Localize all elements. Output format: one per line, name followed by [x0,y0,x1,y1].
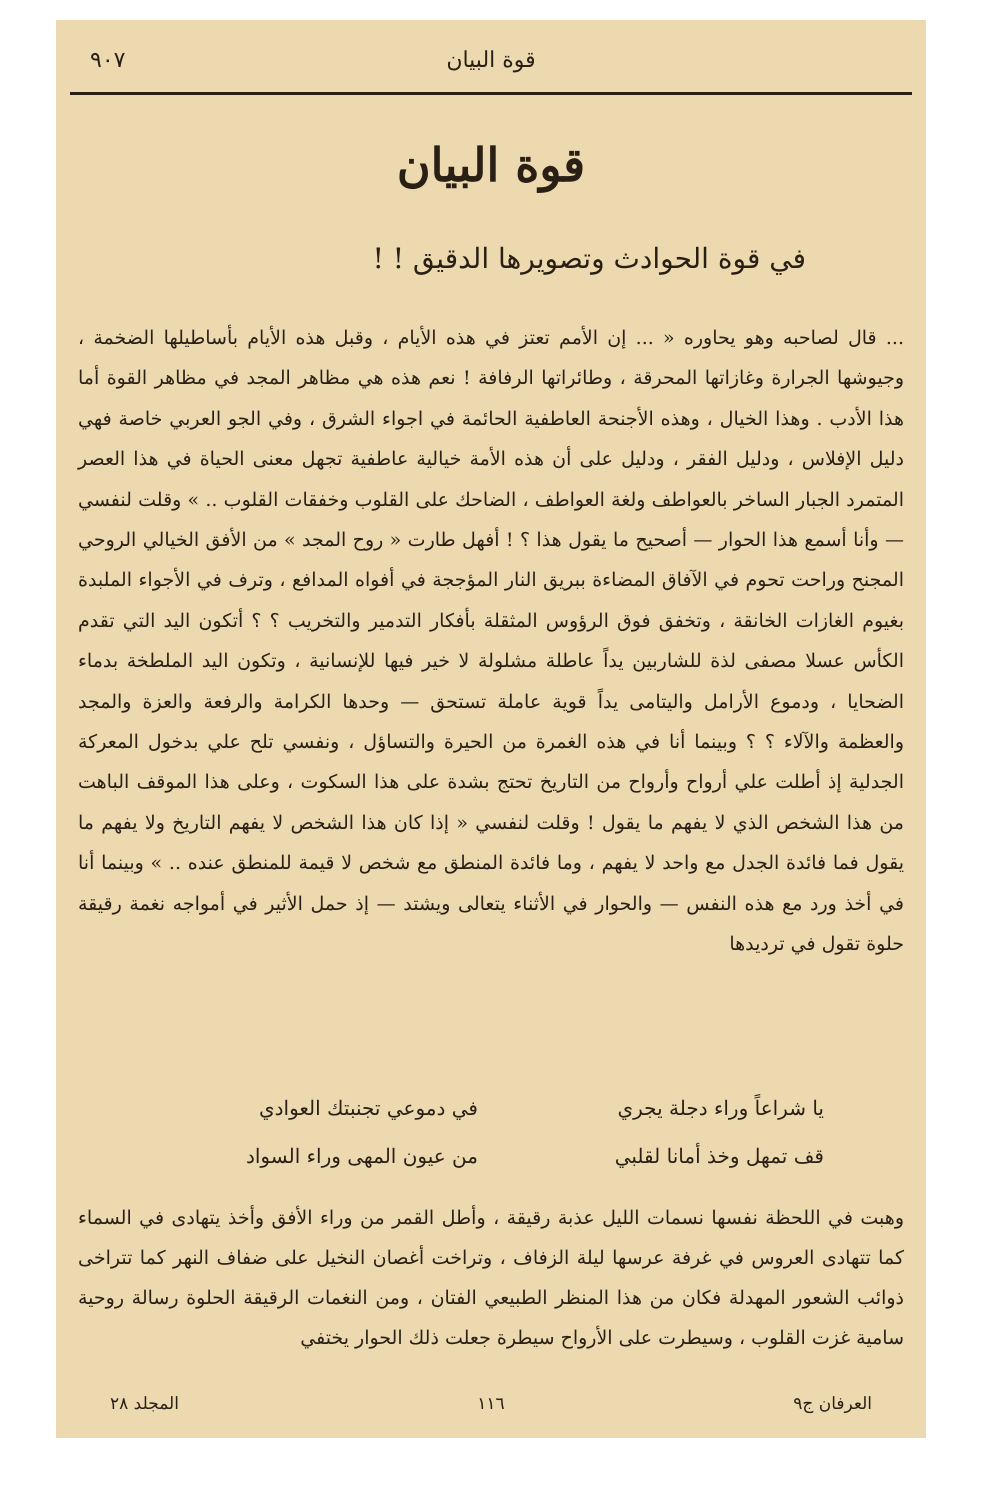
poem-verse [78,1092,904,1192]
header-rule [70,92,912,95]
page-footer [70,1394,912,1424]
article-title: قوة البيان [396,138,586,192]
running-head [70,48,912,88]
footer-journal: العرفان ج٩ [793,1394,872,1414]
verse-hemistich: في دموعي تجنبتك العوادي [258,1096,478,1120]
running-title: قوة البيان [446,48,536,73]
paragraph-1: ... قال لصاحبه وهو يحاوره « ... إن الأمم تعتز في هذه الأيام ، وقبل هذه الأيام بأساطيلها الضخمة ، وجيوشها الجرارة وغازاتها المحرقة ، وطائراتها الرفافة ! نعم هذه هي مظاهر المجد في مظاهر القوة أما هذا الأدب . وهذا الخيال ، وهذه الأجنحة العاطفية الحائمة في اجواء الشرق ، وفي الجو العربي خاصة فهي دليل الإفلاس ، ودليل الفقر ، ودليل على أن هذه الأمة خيالية عاطفية تجهل معنى الحياة في هذا العصر المتمرد الجبار الساخر بالعواطف ولغة العواطف ، الضاحك على القلوب وخفقات القلوب .. » وقلت لنفسي — وأنا أسمع هذا الحوار — أصحيح ما يقول هذا ؟ ! أفهل طارت « روح المجد » من الأفق الخيالي الروحي المجنح وراحت تحوم في الآفاق المضاءة ببريق النار المؤججة في أفواه المدافع ، وترف في الأجواء الملبدة بغيوم الغازات الخانقة ، وتخفق فوق الرؤوس المثقلة بأفكار التدمير والتخريب ؟ ؟ أتكون اليد التي تقدم الكأس عسلا مصفى لذة للشاربين يداً عاطلة مشلولة لا خير فيها للإنسانية ، وتكون اليد الملطخة بدماء الضحايا ، ودموع الأرامل واليتامى يداً قوية عاملة تستحق — وحدها الكرامة والرفعة والعزة والمجد والعظمة والآلاء ؟ ؟ وبينما أنا في هذه الغمرة من الحيرة والتساؤل ، ونفسي تلح علي بدخول المعركة الجدلية إذ أطلت علي أرواح وأرواح من التاريخ تحتج بشدة على هذا السكوت ، وعلى هذا الموقف الباهت من هذا الشخص الذي لا يفهم ما يقول ! وقلت لنفسي « إذا كان هذا الشخص لا يفهم التاريخ ولا يفهم ما يقول فما فائدة الجدل مع واحد لا يفهم ، وما فائدة المنطق مع شخص لا قيمة للمنطق عنده .. » وبينما أنا في أخذ ورد مع هذه النفس — والحوار في الأثناء يتعالى ويشتد — إذ حمل الأثير في أمواجه نغمة رقيقة حلوة تقول في ترديدها [78,327,905,956]
verse-hemistich: قف تمهل وخذ أمانا لقلبي [614,1144,824,1168]
paragraph-2: وهبت في اللحظة نفسها نسمات الليل عذبة رقيقة ، وأطل القمر من وراء الأفق وأخذ يتهادى في السماء كما تتهادى العروس في غرفة عرسها ليلة الزفاف ، وتراخت أغصان النخيل على ضفاف النهر كما تتراخى ذوائب الشعور المهدلة فكان من هذا المنظر الطبيعي الفتان ، ومن النغمات الرقيقة الحلوة رسالة روحية سامية غزت القلوب ، وسيطرت على الأرواح سيطرة جعلت ذلك الحوار يختفي [78,1207,904,1349]
verse-hemistich: يا شراعاً وراء دجلة يجري [617,1096,824,1120]
article-subtitle: في قوة الحوادث وتصويرها الدقيق ! ! [372,242,806,275]
journal-page [56,20,926,1438]
page-number: ٩٠٧ [90,48,126,73]
verse-hemistich: من عيون المهى وراء السواد [245,1144,478,1168]
verse-line-2 [78,1140,904,1180]
verse-line-1 [78,1092,904,1132]
footer-volume: المجلد ٢٨ [110,1394,179,1414]
footer-page-number: ١١٦ [477,1394,505,1414]
